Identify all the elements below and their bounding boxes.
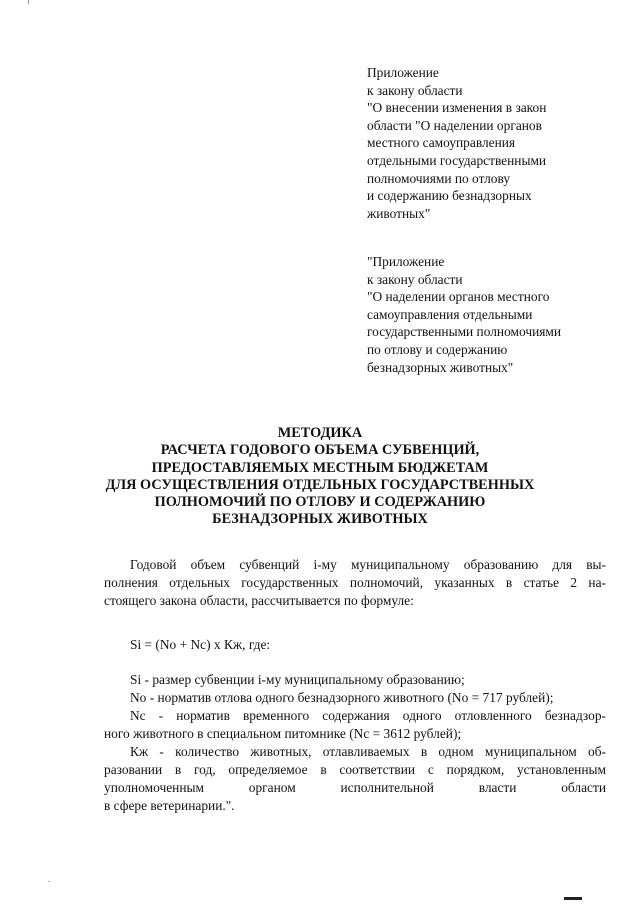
appendix-quote xyxy=(367,253,632,376)
title-line: БЕЗНАДЗОРНЫХ ЖИВОТНЫХ xyxy=(212,511,428,528)
appendix-header-line: к закону области xyxy=(367,82,463,98)
definition-line: ного животного в специальном питомнике (Nc = 3612 рублей); xyxy=(104,726,462,741)
appendix-header-line: "О внесении изменения в закон xyxy=(367,100,547,116)
appendix-header-line: полномочиями по отлову xyxy=(367,170,511,186)
appendix-header-line: местного самоуправления xyxy=(367,135,516,151)
definitions-list xyxy=(104,671,606,815)
appendix-header-line: области "О наделении органов xyxy=(367,117,542,133)
appendix-header-line: Приложение xyxy=(367,65,439,80)
definition-line: разовании в год, определяемое в соответствии с порядком, установленным xyxy=(104,762,606,777)
paragraph-line: стоящего закона области, рассчитывается по формуле: xyxy=(104,593,414,608)
document-title xyxy=(100,425,540,529)
paragraph-line: Годовой объем субвенций i-му муниципальному образованию для вы- xyxy=(130,557,606,572)
appendix-quote-line: к закону области xyxy=(367,271,463,287)
scan-artifact xyxy=(564,897,582,900)
appendix-header-line: и содержанию безнадзорных xyxy=(367,188,532,204)
title-line: ПОЛНОМОЧИЙ ПО ОТЛОВУ И СОДЕРЖАНИЮ xyxy=(154,494,486,511)
appendix-quote-line: "О наделении органов местного xyxy=(367,289,550,305)
title-line: РАСЧЕТА ГОДОВОГО ОБЪЕМА СУБВЕНЦИЙ, xyxy=(160,442,480,459)
appendix-header-line: животных" xyxy=(367,205,431,221)
paragraph-line: полнения отдельных государственных полномочий, указанных в статье 2 на- xyxy=(104,575,606,590)
intro-paragraph xyxy=(104,556,606,610)
appendix-quote-line: безнадзорных животных" xyxy=(367,359,514,375)
appendix-quote-line: по отлову и содержанию xyxy=(367,341,508,357)
definition-line: в сфере ветеринарии.". xyxy=(104,798,235,813)
appendix-quote-line: "Приложение xyxy=(367,254,445,269)
definition-line: Nc - норматив временного содержания одного отловленного безнадзор- xyxy=(130,708,606,723)
scan-artifact xyxy=(28,0,29,4)
formula-line: Si = (No + Nc) x Кж, где: xyxy=(130,637,271,652)
title-line: ПРЕДОСТАВЛЯЕМЫХ МЕСТНЫМ БЮДЖЕТАМ xyxy=(151,459,489,476)
title-line: ДЛЯ ОСУЩЕСТВЛЕНИЯ ОТДЕЛЬНЫХ ГОСУДАРСТВЕННЫХ xyxy=(105,476,535,493)
definition-line: Si - размер субвенции i-му муниципальному образованию; xyxy=(130,672,465,687)
formula xyxy=(104,636,606,654)
definition-line: Кж - количество животных, отлавливаемых в одном муниципальном об- xyxy=(130,744,606,759)
appendix-header-line: отдельными государственными xyxy=(367,152,547,168)
definition-line: No - норматив отлова одного безнадзорного животного (No = 717 рублей); xyxy=(130,690,554,705)
definition-line: уполномоченным органом исполнительной власти области xyxy=(104,780,606,795)
appendix-quote-line: самоуправления отдельными xyxy=(367,306,533,322)
title-line: МЕТОДИКА xyxy=(277,425,363,441)
scan-artifact xyxy=(48,881,50,882)
appendix-quote-line: государственными полномочиями xyxy=(367,324,562,340)
appendix-header xyxy=(367,64,632,222)
